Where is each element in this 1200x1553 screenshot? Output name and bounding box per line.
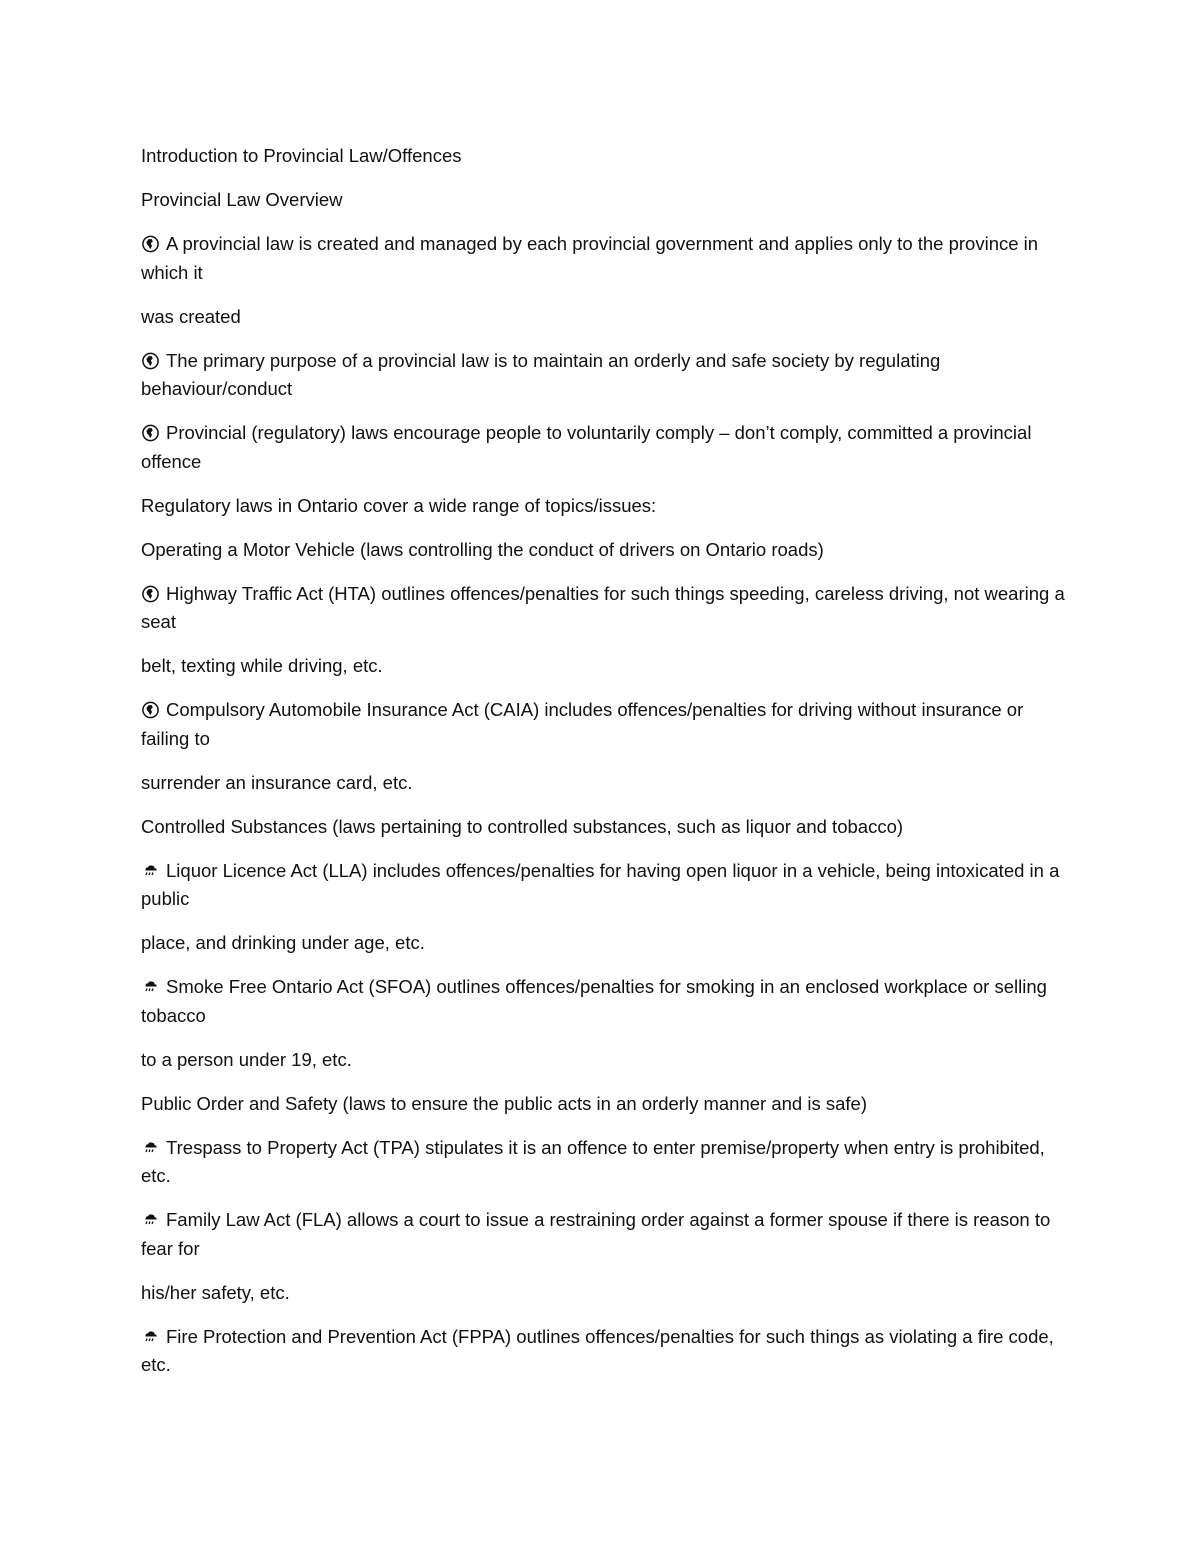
hta-text: Highway Traffic Act (HTA) outlines offences/penalties for such things speeding, careless driving, not wearing a seat: [141, 582, 1065, 632]
fla-text: Family Law Act (FLA) allows a court to issue a restraining order against a former spouse if there is reason to fear for: [141, 1209, 1051, 1259]
hta-bullet: [141, 580, 1066, 637]
regulatory-intro: Regulatory laws in Ontario cover a wide range of topics/issues:: [141, 494, 657, 516]
controlled-substances-heading: Controlled Substances (laws pertaining to controlled substances, such as liquor and tobacco): [141, 815, 904, 837]
overview-bullet-1: [141, 230, 1066, 287]
cloud-rain-icon: [141, 1139, 160, 1157]
tpa-text: Trespass to Property Act (TPA) stipulates it is an offence to enter premise/property when entry is prohibited, etc.: [141, 1136, 1045, 1186]
sfoa-bullet: [141, 973, 1066, 1030]
globe-icon: [141, 235, 160, 253]
globe-icon: [141, 424, 160, 442]
overview-bullet-3-text: Provincial (regulatory) laws encourage people to voluntarily comply – don’t comply, committed a provincial offence: [141, 422, 1032, 472]
document-body: [141, 142, 1066, 1395]
globe-icon: [141, 352, 160, 370]
lla-bullet: [141, 857, 1066, 914]
globe-icon: [141, 701, 160, 719]
caia-continuation: surrender an insurance card, etc.: [141, 771, 413, 793]
hta-continuation: belt, texting while driving, etc.: [141, 655, 383, 676]
fppa-text: Fire Protection and Prevention Act (FPPA) outlines offences/penalties for such things as violating a fire code, etc.: [141, 1325, 1054, 1375]
lla-continuation: place, and drinking under age, etc.: [141, 932, 425, 953]
section-heading: Provincial Law Overview: [141, 189, 343, 210]
overview-bullet-2-text: The primary purpose of a provincial law is to maintain an orderly and safe society by regulating behaviour/conduct: [141, 349, 941, 399]
cloud-rain-icon: [141, 862, 160, 880]
cloud-rain-icon: [141, 1328, 160, 1346]
caia-text: Compulsory Automobile Insurance Act (CAIA) includes offences/penalties for driving without insurance or failing to: [141, 699, 1024, 749]
overview-bullet-3: [141, 419, 1066, 476]
sfoa-text: Smoke Free Ontario Act (SFOA) outlines offences/penalties for smoking in an enclosed workplace or selling tobacco: [141, 976, 1047, 1026]
cloud-rain-icon: [141, 978, 160, 996]
overview-bullet-1-continuation: was created: [141, 305, 241, 327]
caia-bullet: [141, 696, 1066, 753]
overview-bullet-1-text: A provincial law is created and managed by each provincial government and applies only to the province in which it: [141, 233, 1039, 283]
document-title: Introduction to Provincial Law/Offences: [141, 145, 462, 166]
public-order-heading: Public Order and Safety (laws to ensure the public acts in an orderly manner and is safe): [141, 1092, 867, 1114]
lla-text: Liquor Licence Act (LLA) includes offences/penalties for having open liquor in a vehicle, being intoxicated in a public: [141, 859, 1060, 909]
fla-continuation: his/her safety, etc.: [141, 1281, 290, 1303]
globe-icon: [141, 585, 160, 603]
overview-bullet-2: [141, 347, 1066, 404]
motor-vehicle-heading: Operating a Motor Vehicle (laws controlling the conduct of drivers on Ontario roads): [141, 538, 824, 560]
sfoa-continuation: to a person under 19, etc.: [141, 1048, 352, 1070]
fla-bullet: [141, 1206, 1066, 1263]
fppa-bullet: [141, 1323, 1066, 1380]
cloud-rain-icon: [141, 1211, 160, 1229]
tpa-bullet: [141, 1134, 1066, 1191]
